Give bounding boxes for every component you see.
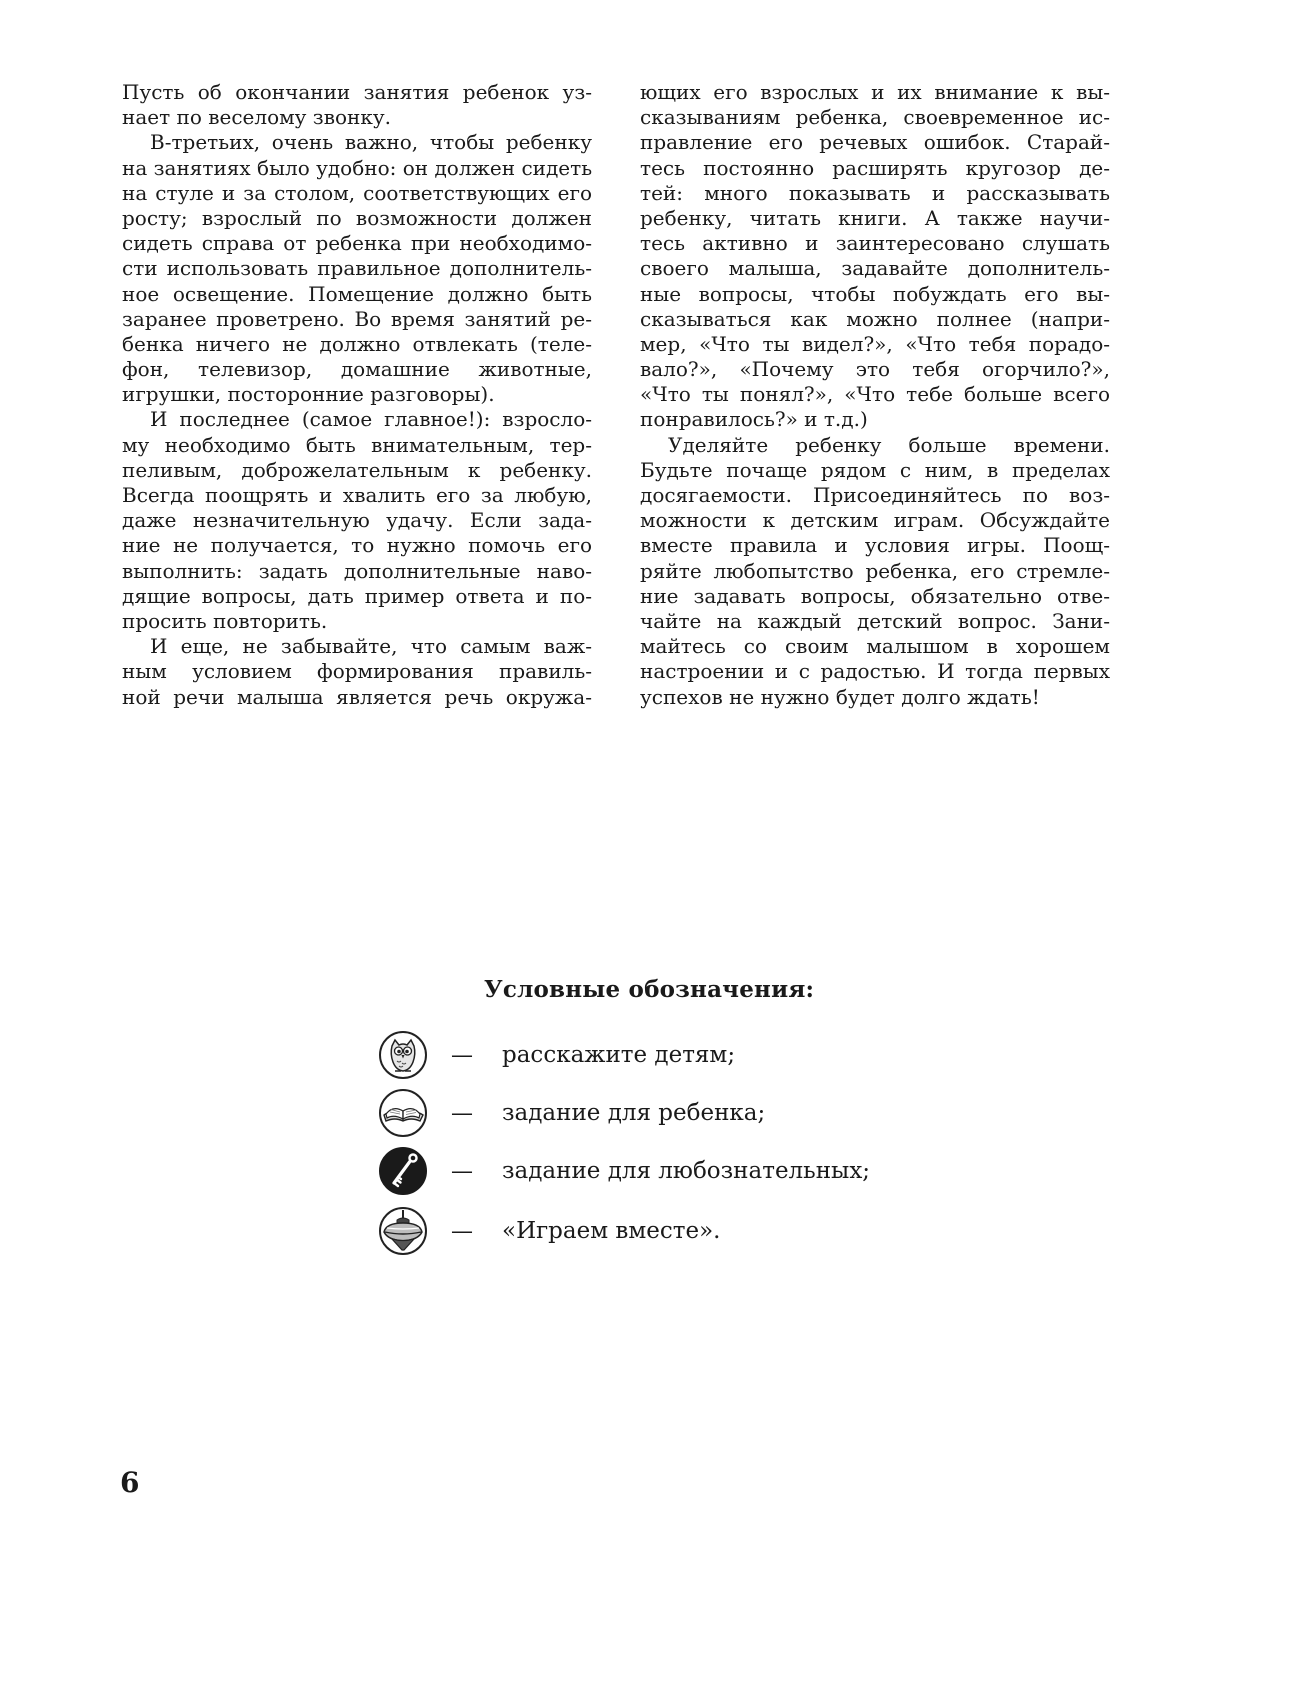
- text-line: И последнее (самое главное!): взрослo-: [150, 407, 592, 432]
- text-line: «Что ты понял?», «Что тебе больше всего: [640, 382, 1110, 407]
- text-line: бенка ничего не должно отвлекать (теле-: [122, 331, 592, 356]
- text-line: просить повторить.: [122, 608, 328, 633]
- legend-dash: —: [451, 1042, 473, 1068]
- text-line: ным условием формирования правиль-: [122, 659, 592, 684]
- text-line: на занятиях было удобно: он должен сидеть: [122, 155, 593, 180]
- legend-item-owl: [378, 1030, 735, 1080]
- text-line: вместе правила и условия игры. Поощ-: [640, 533, 1110, 558]
- legend-label: «Играем вместе».: [502, 1218, 721, 1244]
- legend-label: задание для любознательных;: [502, 1158, 871, 1184]
- right-text-column: [640, 80, 1110, 710]
- text-line: успехов не нужно будет долго ждать!: [640, 684, 1040, 709]
- text-line: ние не получается, то нужно помочь его: [122, 533, 592, 558]
- text-line: понравилось?» и т.д.): [640, 407, 868, 432]
- text-line: ной речи малыша является речь окружа-: [122, 684, 592, 709]
- text-line: ные вопросы, чтобы побуждать его вы-: [640, 281, 1110, 306]
- text-line: ребенку, читать книги. А также научи-: [640, 205, 1110, 230]
- text-line: тесь активно и заинтересовано слушать: [640, 231, 1110, 256]
- legend-dash: —: [451, 1158, 473, 1184]
- text-line: на стуле и за столом, соответствующих его: [122, 180, 592, 205]
- text-line: Пусть об окончании занятия ребенок уз-: [122, 80, 592, 104]
- legend-label: расскажите детям;: [502, 1042, 736, 1068]
- text-line: мер, «Что ты видел?», «Что тебя порадо-: [640, 331, 1110, 356]
- text-line: можности к детским играм. Обсуждайте: [640, 508, 1110, 533]
- spinning-top-icon: [378, 1206, 428, 1256]
- text-line: чайте на каждый детский вопрос. Зани-: [640, 608, 1110, 633]
- legend-item-key: [378, 1146, 870, 1196]
- legend-dash: —: [451, 1218, 473, 1244]
- text-line: выполнить: задать дополнительные наво-: [122, 558, 592, 583]
- text-line: ное освещение. Помещение должно быть: [122, 281, 592, 306]
- text-line: сказываться как можно полнее (напри-: [640, 306, 1110, 331]
- text-line: ющих его взрослых и их внимание к вы-: [640, 80, 1110, 104]
- text-line: нает по веселому звонку.: [122, 105, 391, 130]
- text-line: ряйте любопытство ребенка, его стремле-: [640, 558, 1110, 583]
- text-line: вало?», «Почему это тебя огорчило?»,: [640, 357, 1110, 382]
- text-line: сти использовать правильное дополнитель-: [122, 256, 592, 281]
- text-line: тесь постоянно расширять кругозор де-: [640, 155, 1110, 180]
- text-line: фон, телевизор, домашние животные,: [122, 357, 592, 382]
- text-line: сказываниям ребенка, своевременное ис-: [640, 105, 1110, 130]
- text-line: росту; взрослый по возможности должен: [122, 205, 592, 230]
- text-line: правление его речевых ошибок. Старай-: [640, 130, 1110, 155]
- text-line: дящие вопросы, дать пример ответа и по-: [122, 583, 592, 608]
- text-line: игрушки, посторонние разговоры).: [122, 382, 495, 407]
- legend-title: Условные обозначения:: [484, 976, 815, 1003]
- text-line: сидеть справа от ребенка при необходимо-: [122, 231, 592, 256]
- text-line: И еще, не забывайте, что самым важ-: [150, 634, 592, 659]
- legend-label: задание для ребенка;: [502, 1100, 766, 1126]
- text-line: ние задавать вопросы, обязательно отве-: [640, 583, 1110, 608]
- text-line: майтесь со своим малышом в хорошем: [640, 634, 1110, 659]
- text-line: Всегда поощрять и хвалить его за любую,: [122, 483, 592, 507]
- page-number: 6: [120, 1466, 140, 1499]
- text-line: даже незначительную удачу. Если зада-: [122, 508, 592, 533]
- text-line: му необходимо быть внимательным, тер-: [122, 432, 592, 457]
- text-line: своего малыша, задавайте дополнитель-: [640, 256, 1110, 281]
- legend-item-top: [378, 1206, 720, 1256]
- owl-icon: [378, 1030, 428, 1080]
- text-line: В-третьих, очень важно, чтобы ребенку: [150, 130, 592, 155]
- text-line: Уделяйте ребенку больше времени.: [668, 432, 1110, 457]
- text-line: тей: много показывать и рассказывать: [640, 180, 1110, 205]
- text-line: Будьте почаще рядом с ним, в пределах: [640, 457, 1110, 482]
- open-book-icon: [378, 1088, 428, 1138]
- text-line: пеливым, доброжелательным к ребенку.: [122, 457, 592, 482]
- text-line: настроении и с радостью. И тогда первых: [640, 659, 1110, 684]
- left-text-column: [122, 80, 592, 710]
- legend-dash: —: [451, 1100, 473, 1126]
- text-line: досягаемости. Присоединяйтесь по воз-: [640, 483, 1110, 507]
- text-line: заранее проветрено. Во время занятий ре-: [122, 306, 592, 331]
- key-icon: [378, 1146, 428, 1196]
- legend-item-book: [378, 1088, 765, 1138]
